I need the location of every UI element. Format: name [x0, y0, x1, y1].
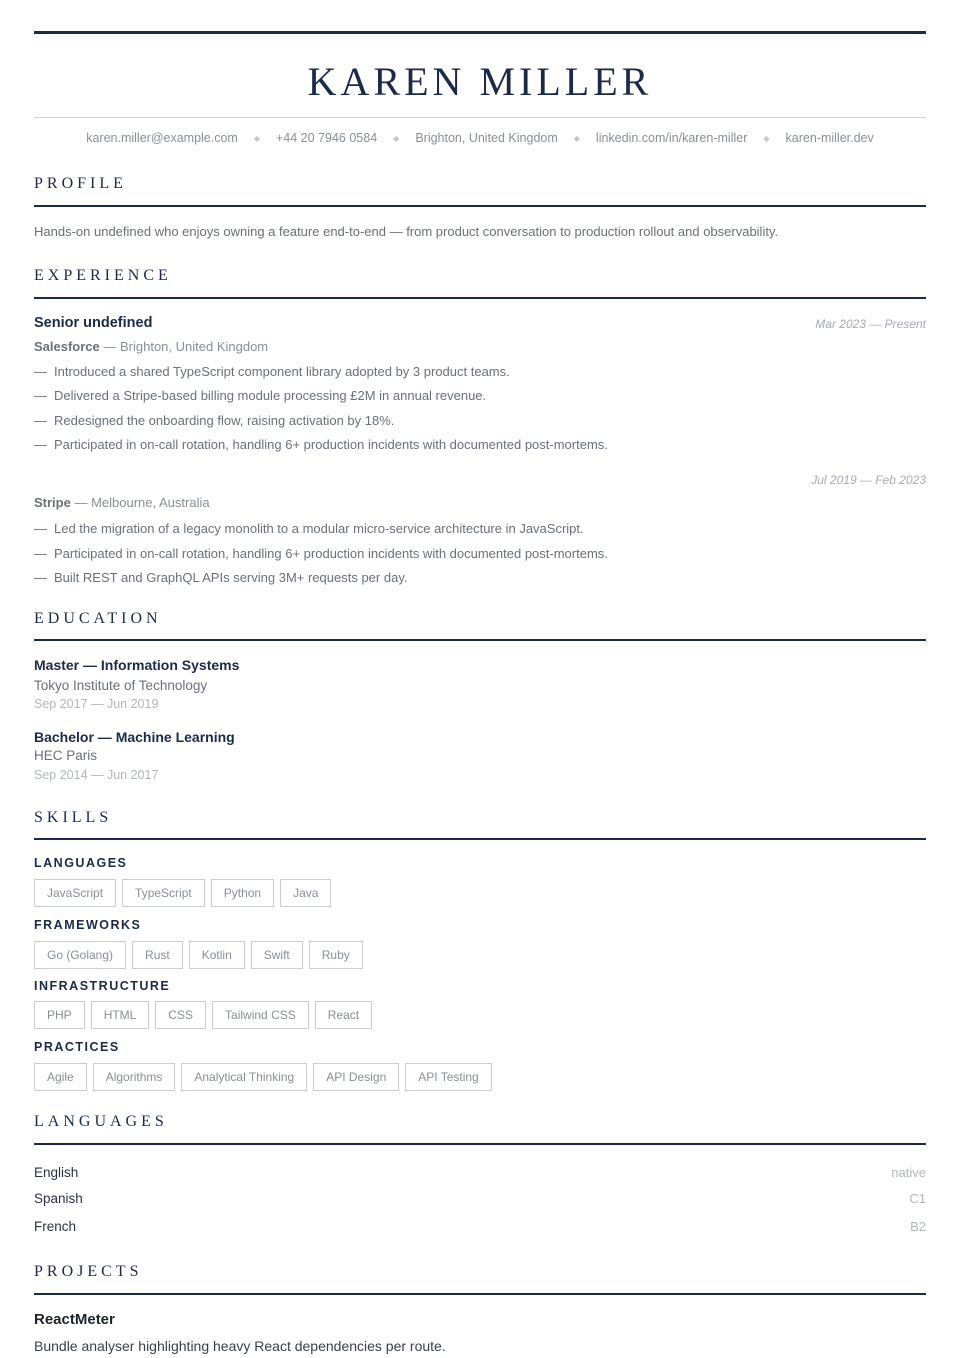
section-rule — [34, 1293, 926, 1295]
diamond-icon: ◆ — [393, 133, 400, 143]
job-bullet: — Led the migration of a legacy monolith to a modular micro-service architecture in JavaScript. — [34, 521, 584, 536]
skill-tags — [34, 1063, 492, 1091]
skill-tag: Agile — [34, 1063, 87, 1091]
job-company — [34, 339, 268, 354]
skill-category: INFRASTRUCTURE — [34, 979, 171, 993]
job-bullet: — Participated in on-call rotation, handling 6+ production incidents with documented post-mortems. — [34, 437, 608, 452]
language-name: Spanish — [34, 1191, 83, 1206]
project-name: ReactMeter — [34, 1311, 115, 1328]
job-bullet: — Participated in on-call rotation, handling 6+ production incidents with documented post-mortems. — [34, 546, 608, 561]
skill-category: FRAMEWORKS — [34, 918, 142, 932]
job-date: Mar 2023 — Present — [815, 317, 926, 331]
job-company — [34, 495, 210, 510]
education-school: HEC Paris — [34, 748, 98, 763]
section-title-projects: PROJECTS — [34, 1263, 143, 1280]
skill-tag: Java — [280, 879, 331, 907]
company-name: Salesforce — [34, 339, 100, 354]
skill-tag: TypeScript — [122, 879, 205, 907]
section-title-profile: PROFILE — [34, 175, 127, 192]
education-date: Sep 2014 — Jun 2017 — [34, 768, 159, 782]
contact-website[interactable]: karen-miller.dev — [785, 131, 874, 145]
skill-tags — [34, 879, 331, 907]
section-rule — [34, 1143, 926, 1145]
education-degree: Bachelor — Machine Learning — [34, 729, 235, 745]
skill-tag: Kotlin — [189, 941, 245, 969]
skill-tags — [34, 1001, 372, 1029]
name-divider — [34, 117, 926, 118]
skill-tag: Algorithms — [93, 1063, 176, 1091]
skill-tag: Analytical Thinking — [181, 1063, 307, 1091]
skill-tag: Rust — [132, 941, 183, 969]
skill-tag: Python — [211, 879, 274, 907]
skill-tags — [34, 941, 363, 969]
section-rule — [34, 639, 926, 641]
skill-tag: Ruby — [309, 941, 363, 969]
diamond-icon: ◆ — [253, 133, 260, 143]
contact-bar — [0, 131, 960, 145]
skill-tag: Tailwind CSS — [212, 1001, 309, 1029]
section-rule — [34, 297, 926, 299]
job-bullet: — Introduced a shared TypeScript component library adopted by 3 product teams. — [34, 364, 510, 379]
language-level: C1 — [909, 1191, 926, 1206]
section-title-languages: LANGUAGES — [34, 1113, 168, 1130]
section-title-education: EDUCATION — [34, 610, 162, 627]
language-name: English — [34, 1165, 79, 1180]
contact-linkedin[interactable]: linkedin.com/in/karen-miller — [595, 131, 748, 145]
job-bullet: — Redesigned the onboarding flow, raising activation by 18%. — [34, 413, 395, 428]
language-level: native — [891, 1165, 926, 1180]
company-location: — Melbourne, Australia — [70, 495, 210, 510]
language-name: French — [34, 1219, 77, 1234]
contact-location: Brighton, United Kingdom — [415, 131, 558, 145]
company-location: — Brighton, United Kingdom — [99, 339, 269, 354]
diamond-icon: ◆ — [763, 133, 770, 143]
section-title-experience: EXPERIENCE — [34, 267, 172, 284]
section-rule — [34, 838, 926, 840]
education-degree: Master — Information Systems — [34, 657, 240, 673]
section-rule — [34, 205, 926, 207]
top-rule — [34, 31, 926, 34]
education-school: Tokyo Institute of Technology — [34, 678, 208, 693]
skill-category: PRACTICES — [34, 1040, 120, 1054]
skill-tag: API Testing — [405, 1063, 491, 1091]
job-bullet: — Built REST and GraphQL APIs serving 3M+ requests per day. — [34, 570, 408, 585]
language-level: B2 — [910, 1219, 926, 1234]
job-title: Senior undefined — [34, 315, 153, 331]
skill-tag: PHP — [34, 1001, 85, 1029]
skill-tag: JavaScript — [34, 879, 116, 907]
project-description: Bundle analyser highlighting heavy React dependencies per route. — [34, 1338, 446, 1354]
contact-phone[interactable]: +44 20 7946 0584 — [276, 131, 378, 145]
skill-tag: React — [315, 1001, 372, 1029]
candidate-name: KAREN MILLER — [307, 59, 653, 104]
job-date: Jul 2019 — Feb 2023 — [811, 473, 926, 487]
diamond-icon: ◆ — [573, 133, 580, 143]
skill-tag: Swift — [251, 941, 303, 969]
skill-tag: Go (Golang) — [34, 941, 126, 969]
skill-category: LANGUAGES — [34, 856, 128, 870]
skill-tag: HTML — [91, 1001, 150, 1029]
skill-tag: API Design — [313, 1063, 399, 1091]
profile-summary: Hands-on undefined who enjoys owning a feature end-to-end — from product conversation to production rollout and observability. — [34, 224, 779, 239]
job-bullet: — Delivered a Stripe-based billing module processing £2M in annual revenue. — [34, 388, 487, 403]
contact-email[interactable]: karen.miller@example.com — [86, 131, 238, 145]
section-title-skills: SKILLS — [34, 809, 113, 826]
skill-tag: CSS — [155, 1001, 206, 1029]
company-name: Stripe — [34, 495, 71, 510]
education-date: Sep 2017 — Jun 2019 — [34, 697, 159, 711]
